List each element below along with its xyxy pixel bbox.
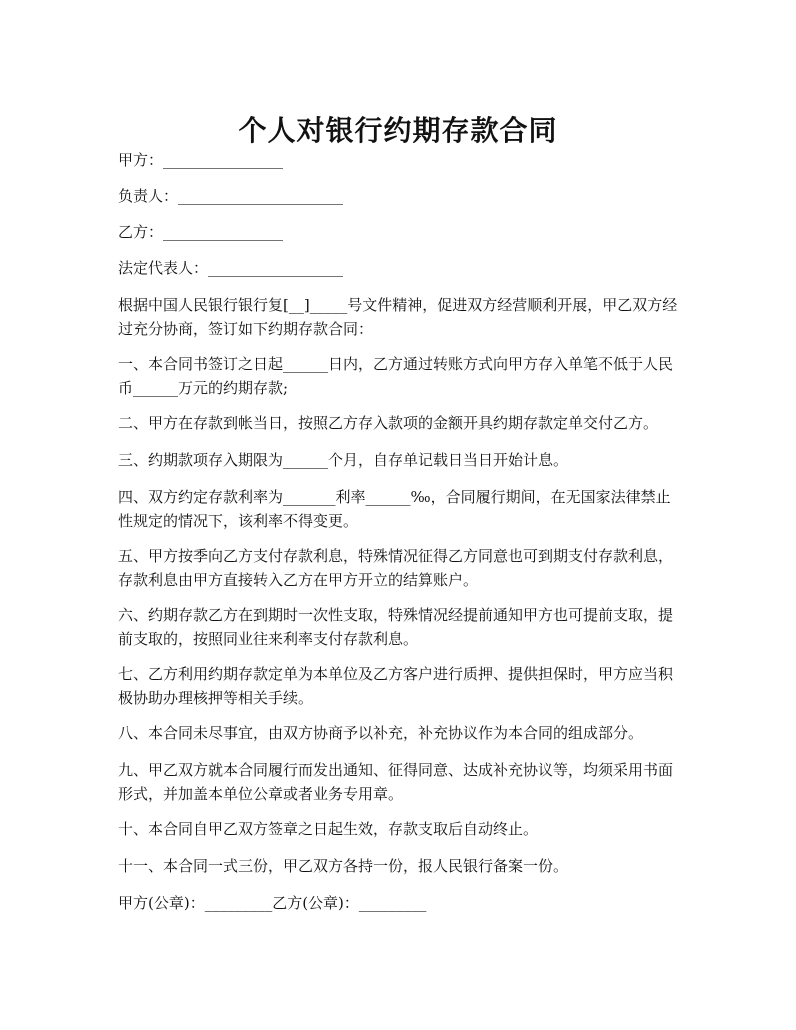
legal-representative-line: 法定代表人：__________________	[118, 259, 344, 277]
clause-2: 二、甲方在存款到帐当日，按照乙方存入款项的金额开具约期存款定单交付乙方。	[118, 414, 659, 432]
clause-7: 七、乙方利用约期存款定单为本单位及乙方客户进行质押、提供担保时，甲方应当积极协助办理核押等相关手续。	[118, 665, 674, 707]
clause-8: 八、本合同未尽事宜，由双方协商予以补充，补充协议作为本合同的组成部分。	[118, 724, 644, 742]
preamble-paragraph: 根据中国人民银行银行复[__]_____号文件精神，促进双方经营顺利开展，甲乙双方经过充分协商，签订如下约期存款合同：	[118, 296, 678, 338]
clause-10: 十、本合同自甲乙双方签章之日起生效，存款支取后自动终止。	[118, 820, 539, 838]
signature-line: 甲方(公章)：_________乙方(公章)：_________	[118, 894, 427, 912]
party-b-line: 乙方：________________	[118, 223, 284, 241]
document-title: 个人对银行约期存款合同	[238, 113, 558, 147]
clause-1: 一、本合同书签订之日起______日内，乙方通过转账方式向甲方存入单笔不低于人民币______万元的约期存款;	[118, 355, 674, 397]
clause-6: 六、约期存款乙方在到期时一次性支取，特殊情况经提前通知甲方也可提前支取，提前支取的，按照同业往来利率支付存款利息。	[118, 606, 674, 648]
responsible-person-line: 负责人：______________________	[118, 187, 344, 205]
clause-5: 五、甲方按季向乙方支付存款利息，特殊情况征得乙方同意也可到期支付存款利息，存款利息由甲方直接转入乙方在甲方开立的结算账户。	[118, 547, 674, 589]
party-a-line: 甲方：________________	[118, 151, 284, 169]
clause-11: 十一、本合同一式三份，甲乙双方各持一份，报人民银行备案一份。	[118, 857, 569, 875]
clause-4: 四、双方约定存款利率为_______利率______‰，合同履行期间，在无国家法律禁止性规定的情况下，该利率不得变更。	[118, 488, 671, 530]
clause-3: 三、约期款项存入期限为______个月，自存单记载日当日开始计息。	[118, 451, 569, 469]
clause-9: 九、甲乙双方就本合同履行而发出通知、征得同意、达成补充协议等，均须采用书面形式，并加盖本单位公章或者业务专用章。	[118, 761, 674, 803]
